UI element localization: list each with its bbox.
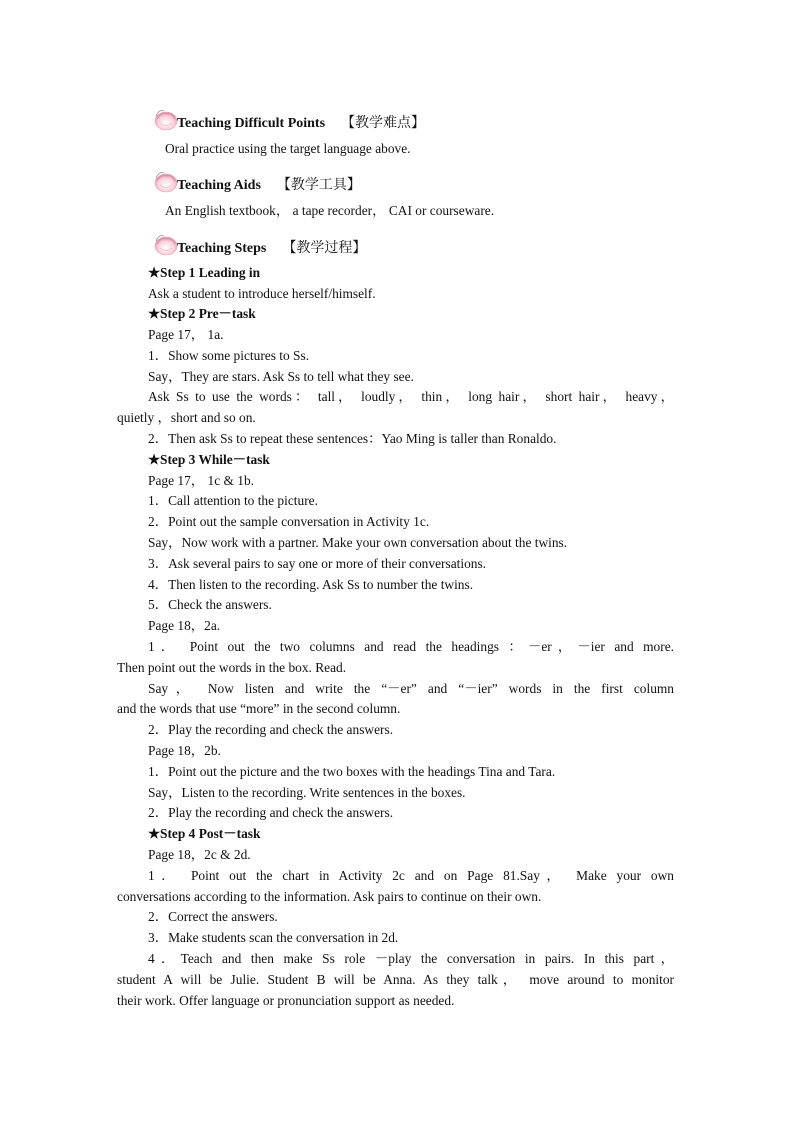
paragraph: quietly ，short and so on. <box>117 410 256 425</box>
paragraph: Page 17， 1c & 1b. <box>148 473 254 488</box>
section-title-cn: 【教学难点】 <box>341 115 426 131</box>
lotus-icon <box>153 106 179 132</box>
section-heading-teaching-steps <box>153 229 366 257</box>
paragraph: 2．Point out the sample conversation in Activity 1c. <box>148 514 430 529</box>
paragraph: 1．Point out the picture and the two boxes with the headings Tina and Tara. <box>148 764 556 779</box>
paragraph: Say， Now listen and write the “－er” and “－ier” words in the first column <box>148 681 674 696</box>
paragraph: Ask a student to introduce herself/himself. <box>148 286 376 301</box>
paragraph: 1．Show some pictures to Ss. <box>148 348 310 363</box>
paragraph: 3．Make students scan the conversation in 2d. <box>148 930 399 945</box>
section-title: Teaching Difficult Points <box>177 116 326 131</box>
section-title-cn: 【教学工具】 <box>276 177 361 193</box>
section-title: Teaching Aids <box>177 178 261 193</box>
paragraph: 1． Point out the chart in Activity 2c and on Page 81.Say， Make your own <box>148 868 674 883</box>
lotus-icon <box>153 168 179 194</box>
step-heading: ★Step 2 Pre－task <box>148 306 256 321</box>
paragraph: Page 18，2c & 2d. <box>148 847 251 862</box>
paragraph: conversations according to the information. Ask pairs to continue on their own. <box>117 889 542 904</box>
paragraph: 4．Teach and then make Ss role －play the conversation in pairs. In this part， <box>148 951 674 966</box>
paragraph: Page 18，2a. <box>148 618 221 633</box>
section-title: Teaching Steps <box>177 241 267 256</box>
paragraph: 1． Point out the two columns and read the headings ：－er，－ier and more. <box>148 639 674 654</box>
section-title-cn: 【教学过程】 <box>282 240 367 256</box>
paragraph: student A will be Julie. Student B will be Anna. As they talk， move around to monitor <box>117 972 674 987</box>
step-heading: ★Step 1 Leading in <box>148 265 261 280</box>
step-heading: ★Step 3 While－task <box>148 452 270 467</box>
paragraph: An English textbook， a tape recorder， CAI or courseware. <box>165 203 495 218</box>
paragraph: 2．Play the recording and check the answers. <box>148 805 394 820</box>
paragraph: Then point out the words in the box. Read. <box>117 660 347 675</box>
paragraph: Oral practice using the target language above. <box>165 141 411 156</box>
section-heading-difficult-points <box>153 104 425 132</box>
paragraph: 2．Correct the answers. <box>148 909 278 924</box>
section-heading-teaching-aids <box>153 166 361 194</box>
paragraph: 2．Play the recording and check the answers. <box>148 722 394 737</box>
step-heading: ★Step 4 Post－task <box>148 826 261 841</box>
paragraph: 3．Ask several pairs to say one or more of their conversations. <box>148 556 487 571</box>
paragraph: Page 18，2b. <box>148 743 221 758</box>
paragraph: 5．Check the answers. <box>148 597 272 612</box>
paragraph: Say，Now work with a partner. Make your own conversation about the twins. <box>148 535 568 550</box>
paragraph: 1．Call attention to the picture. <box>148 493 318 508</box>
paragraph: and the words that use “more” in the second column. <box>117 701 401 716</box>
paragraph: Say，Listen to the recording. Write sentences in the boxes. <box>148 785 466 800</box>
paragraph: their work. Offer language or pronunciation support as needed. <box>117 993 455 1008</box>
paragraph: Say，They are stars. Ask Ss to tell what they see. <box>148 369 414 384</box>
paragraph: Page 17， 1a. <box>148 327 224 342</box>
paragraph: 4．Then listen to the recording. Ask Ss to number the twins. <box>148 577 474 592</box>
paragraph: Ask Ss to use the words： tall， loudly， thin， long hair， short hair， heavy， <box>148 389 674 404</box>
lotus-icon <box>153 231 179 257</box>
paragraph: 2．Then ask Ss to repeat these sentences：Yao Ming is taller than Ronaldo. <box>148 431 557 446</box>
